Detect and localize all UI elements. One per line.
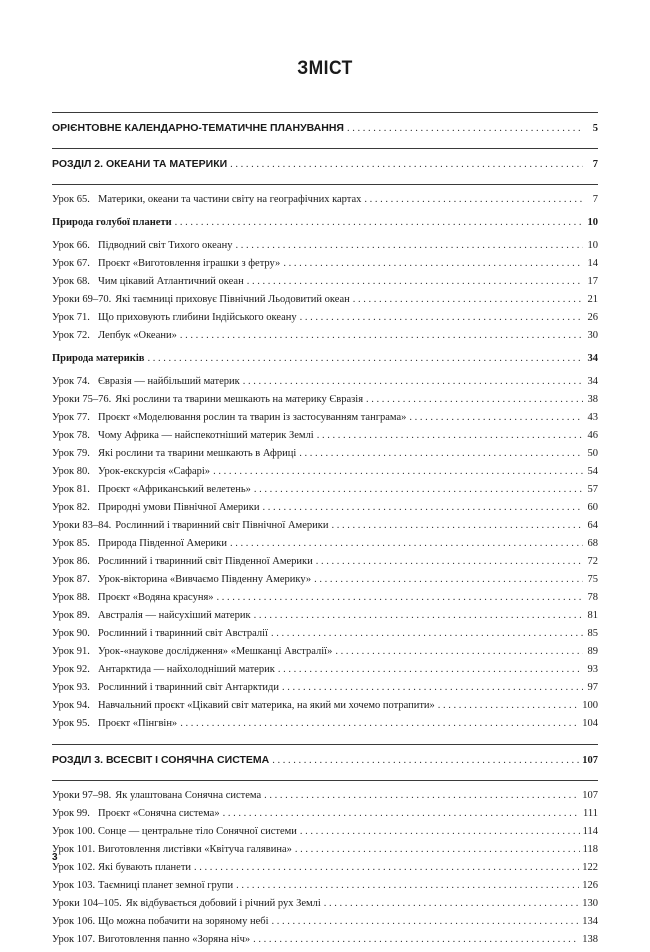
entry-page: 34 — [587, 353, 598, 364]
lesson-title: Виготовлення листівки «Квітуча галявина» — [98, 844, 292, 855]
entry-page: 30 — [587, 330, 598, 341]
toc-entry-lesson[interactable] — [52, 412, 598, 430]
lesson-title: Проєкт «Виготовлення іграшки з фетру» — [98, 258, 281, 269]
entry-label — [52, 430, 314, 441]
toc-entry-lesson[interactable] — [52, 520, 598, 538]
entry-page: 54 — [587, 466, 598, 477]
dot-leader — [230, 159, 583, 170]
lesson-number: Урок 91. — [52, 646, 90, 657]
toc-entry-intro[interactable] — [52, 122, 598, 140]
toc-entry-lesson[interactable] — [52, 466, 598, 484]
dot-leader — [230, 538, 583, 549]
entry-label: ОРІЄНТОВНЕ КАЛЕНДАРНО-ТЕМАТИЧНЕ ПЛАНУВАННЯ — [52, 122, 344, 134]
entry-page: 78 — [587, 592, 598, 603]
toc-entry-lesson[interactable] — [52, 574, 598, 592]
entry-page: 46 — [587, 430, 598, 441]
toc-entry-section-3[interactable] — [52, 754, 598, 772]
entry-page: 85 — [587, 628, 598, 639]
entry-label — [52, 916, 269, 927]
toc-entry-lesson[interactable] — [52, 790, 598, 808]
entry-label — [52, 276, 244, 287]
entry-label — [52, 448, 296, 459]
entry-page: 118 — [582, 844, 598, 855]
page-number: 3 — [52, 852, 58, 863]
lesson-number: Уроки 75–76. — [52, 394, 112, 405]
dot-leader — [300, 826, 580, 837]
divider — [52, 744, 598, 745]
dot-leader — [278, 664, 583, 675]
dot-leader — [295, 844, 580, 855]
lesson-number: Урок 99. — [52, 808, 90, 819]
divider — [52, 780, 598, 781]
lesson-number: Урок 72. — [52, 330, 90, 341]
entry-page: 107 — [582, 755, 598, 766]
lesson-title: Урок-вікторина «Вивчаємо Південну Америку» — [98, 574, 312, 585]
entry-label — [52, 520, 328, 531]
lesson-title: Проєкт «Африканський велетень» — [98, 484, 251, 495]
lesson-number: Уроки 97–98. — [52, 790, 112, 801]
dot-leader — [263, 502, 583, 513]
entry-page: 138 — [582, 934, 598, 945]
entry-label — [52, 312, 297, 323]
dot-leader — [314, 574, 583, 585]
toc-entry-lesson[interactable] — [52, 484, 598, 502]
lesson-number: Урок 82. — [52, 502, 90, 513]
lesson-title: Навчальний проєкт «Цікавий світ материка, на який ми хочемо потрапити» — [98, 700, 435, 711]
dot-leader — [331, 520, 583, 531]
dot-leader — [300, 312, 583, 323]
entry-label — [52, 330, 177, 341]
toc-entry-lesson[interactable] — [52, 880, 598, 898]
entry-label — [52, 376, 240, 387]
dot-leader — [409, 412, 583, 423]
entry-page: 89 — [587, 646, 598, 657]
entry-label — [52, 862, 191, 873]
toc-entry-subsection[interactable] — [52, 217, 598, 235]
lesson-number: Уроки 104–105. — [52, 898, 122, 909]
lesson-title: Австралія — найсухіший материк — [98, 610, 251, 621]
entry-page: 107 — [582, 790, 598, 801]
entry-label — [52, 240, 232, 251]
entry-label — [52, 466, 210, 477]
entry-label — [52, 700, 435, 711]
dot-leader — [282, 682, 583, 693]
toc-entry-lesson[interactable] — [52, 664, 598, 682]
table-of-contents — [52, 104, 598, 952]
entry-label — [52, 790, 261, 801]
lesson-title: Які рослини та тварини мешкають на материку Євразія — [115, 394, 364, 405]
dot-leader — [272, 916, 580, 927]
entry-label — [52, 628, 268, 639]
toc-entry-lesson[interactable] — [52, 862, 598, 880]
lesson-number: Урок 90. — [52, 628, 90, 639]
entry-label — [52, 934, 250, 945]
lesson-number: Урок 101. — [52, 844, 96, 855]
toc-entry-lesson[interactable] — [52, 718, 598, 736]
entry-page: 111 — [583, 808, 598, 819]
dot-leader — [236, 880, 579, 891]
lesson-title: Таємниці планет земної групи — [98, 880, 234, 891]
entry-label — [52, 538, 227, 549]
lesson-title: Проєкт «Сонячна система» — [98, 808, 220, 819]
entry-page: 114 — [582, 826, 598, 837]
divider — [52, 112, 598, 113]
toc-entry-lesson[interactable] — [52, 502, 598, 520]
toc-entry-lesson[interactable] — [52, 898, 598, 916]
lesson-title: Підводний світ Тихого океану — [98, 240, 233, 251]
entry-page: 10 — [587, 217, 598, 228]
entry-label — [52, 682, 279, 693]
entry-page: 17 — [587, 276, 598, 287]
toc-entry-lesson[interactable] — [52, 376, 598, 394]
entry-label: Природа голубої планети — [52, 217, 172, 228]
dot-leader — [194, 862, 579, 873]
lesson-number: Уроки 69–70. — [52, 294, 112, 305]
toc-entry-lesson[interactable] — [52, 394, 598, 412]
toc-entry-lesson[interactable] — [52, 700, 598, 718]
toc-entry-lesson[interactable] — [52, 556, 598, 574]
lesson-number: Урок 80. — [52, 466, 90, 477]
entry-label — [52, 844, 292, 855]
dot-leader — [243, 376, 583, 387]
lesson-title: Рослинний і тваринний світ Південної Америки — [98, 556, 313, 567]
entry-label — [52, 610, 251, 621]
lesson-number: Урок 67. — [52, 258, 90, 269]
toc-entry-lesson[interactable] — [52, 682, 598, 700]
entry-page: 64 — [587, 520, 598, 531]
dot-leader — [353, 294, 583, 305]
lesson-title: Материки, океани та частини світу на географічних картах — [98, 194, 362, 205]
dot-leader — [254, 610, 583, 621]
entry-page: 134 — [582, 916, 598, 927]
entry-page: 60 — [587, 502, 598, 513]
entry-label — [52, 592, 214, 603]
entry-page: 122 — [582, 862, 598, 873]
lesson-title: Проєкт «Пінгвін» — [98, 718, 178, 729]
entry-page: 38 — [587, 394, 598, 405]
lesson-title: Рослинний і тваринний світ Австралії — [98, 628, 268, 639]
dot-leader — [180, 330, 583, 341]
toc-entry-lesson[interactable] — [52, 808, 598, 826]
entry-label — [52, 502, 260, 513]
lesson-title: Євразія — найбільший материк — [98, 376, 240, 387]
toc-entry-lesson[interactable] — [52, 330, 598, 348]
lesson-title: Виготовлення панно «Зоряна ніч» — [98, 934, 251, 945]
entry-page: 75 — [587, 574, 598, 585]
dot-leader — [364, 194, 583, 205]
lesson-number: Урок 102. — [52, 862, 96, 873]
lesson-number: Урок 86. — [52, 556, 90, 567]
toc-entry-lesson[interactable] — [52, 240, 598, 258]
toc-entry-lesson[interactable] — [52, 826, 598, 844]
entry-label: Природа материків — [52, 353, 145, 364]
dot-leader — [335, 646, 583, 657]
lesson-list — [52, 376, 598, 736]
entry-page: 68 — [587, 538, 598, 549]
lesson-number: Урок 65. — [52, 194, 90, 205]
lesson-number: Урок 92. — [52, 664, 90, 675]
toc-entry-lesson[interactable] — [52, 916, 598, 934]
toc-entry-lesson[interactable] — [52, 628, 598, 646]
dot-leader — [147, 353, 583, 364]
lesson-title: Природні умови Північної Америки — [98, 502, 260, 513]
lesson-list — [52, 790, 598, 952]
entry-page: 104 — [582, 718, 598, 729]
dot-leader — [180, 718, 579, 729]
lesson-title: Лепбук «Океани» — [98, 330, 177, 341]
lesson-number: Урок 100. — [52, 826, 96, 837]
lesson-title: Проєкт «Моделювання рослин та тварин із застосуванням танграма» — [98, 412, 407, 423]
entry-page: 93 — [587, 664, 598, 675]
lesson-title: Природа Південної Америки — [98, 538, 227, 549]
entry-label — [52, 880, 233, 891]
entry-page: 126 — [582, 880, 598, 891]
lesson-title: Чому Африка — найспекотніший материк Землі — [98, 430, 314, 441]
entry-label — [52, 294, 350, 305]
entry-label: РОЗДІЛ 2. ОКЕАНИ ТА МАТЕРИКИ — [52, 158, 228, 170]
toc-entry-lesson[interactable] — [52, 592, 598, 610]
dot-leader — [271, 628, 583, 639]
toc-entry-lesson[interactable] — [52, 844, 598, 862]
lesson-number: Урок 81. — [52, 484, 90, 495]
lesson-list — [52, 240, 598, 348]
dot-leader — [253, 934, 579, 945]
lesson-number: Урок 77. — [52, 412, 90, 423]
toc-entry-lesson[interactable] — [52, 312, 598, 330]
entry-label — [52, 394, 363, 405]
dot-leader — [235, 240, 583, 251]
entry-page: 81 — [587, 610, 598, 621]
lesson-title: Які рослини та тварини мешкають в Африці — [98, 448, 297, 459]
lesson-number: Урок 68. — [52, 276, 90, 287]
entry-label — [52, 664, 275, 675]
entry-page: 43 — [587, 412, 598, 423]
toc-entry-lesson[interactable] — [52, 538, 598, 556]
toc-entry-section-2[interactable] — [52, 158, 598, 176]
entry-label — [52, 484, 251, 495]
dot-leader — [217, 592, 583, 603]
lesson-number: Урок 106. — [52, 916, 96, 927]
dot-leader — [223, 808, 580, 819]
toc-entry-lesson[interactable] — [52, 448, 598, 466]
entry-page: 26 — [587, 312, 598, 323]
toc-entry-lesson[interactable] — [52, 430, 598, 448]
entry-page: 57 — [587, 484, 598, 495]
lesson-title: Які таємниці приховує Північний Льодовитий океан — [115, 294, 350, 305]
toc-entry-lesson[interactable] — [52, 934, 598, 952]
entry-label: РОЗДІЛ 3. ВСЕСВІТ І СОНЯЧНА СИСТЕМА — [52, 754, 270, 766]
dot-leader — [247, 276, 583, 287]
lesson-title: Проєкт «Водяна красуня» — [98, 592, 214, 603]
dot-leader — [272, 755, 579, 766]
entry-page: 130 — [582, 898, 598, 909]
lesson-number: Урок 78. — [52, 430, 90, 441]
dot-leader — [438, 700, 579, 711]
lesson-number: Урок 107. — [52, 934, 96, 945]
dot-leader — [283, 258, 583, 269]
lesson-title: Що приховують глибини Індійського океану — [98, 312, 297, 323]
entry-page: 5 — [592, 123, 598, 134]
lesson-title: Чим цікавий Атлантичний океан — [98, 276, 244, 287]
entry-page: 7 — [592, 194, 598, 205]
entry-label — [52, 574, 311, 585]
entry-label — [52, 718, 177, 729]
lesson-number: Урок 87. — [52, 574, 90, 585]
entry-page: 72 — [587, 556, 598, 567]
dot-leader — [264, 790, 579, 801]
lesson-number: Урок 88. — [52, 592, 90, 603]
entry-page: 97 — [587, 682, 598, 693]
toc-entry-lesson[interactable] — [52, 276, 598, 294]
entry-page: 7 — [592, 159, 598, 170]
toc-entry-subsection[interactable] — [52, 353, 598, 371]
entry-page: 100 — [582, 700, 598, 711]
lesson-title: Які бувають планети — [98, 862, 192, 873]
entry-label — [52, 808, 220, 819]
lesson-title: Як відбувається добовий і річний рух Землі — [125, 898, 321, 909]
lesson-title: Що можна побачити на зоряному небі — [98, 916, 269, 927]
entry-label — [52, 826, 297, 837]
lesson-number: Урок 89. — [52, 610, 90, 621]
entry-label — [52, 258, 280, 269]
page-title: ЗМІСТ — [297, 58, 353, 79]
lesson-number: Урок 103. — [52, 880, 96, 891]
lesson-title: Антарктида — найхолодніший материк — [98, 664, 275, 675]
dot-leader — [175, 217, 583, 228]
dot-leader — [347, 123, 583, 134]
divider — [52, 184, 598, 185]
entry-label — [52, 646, 332, 657]
lesson-title: Рослинний і тваринний світ Антарктиди — [98, 682, 280, 693]
dot-leader — [254, 484, 583, 495]
lesson-number: Урок 74. — [52, 376, 90, 387]
toc-entry-lesson[interactable] — [52, 610, 598, 628]
lesson-number: Урок 85. — [52, 538, 90, 549]
lesson-title: Урок-«наукове дослідження» «Мешканці Австралії» — [98, 646, 333, 657]
toc-entry-lesson[interactable] — [52, 258, 598, 276]
entry-label — [52, 194, 361, 205]
lesson-number: Урок 79. — [52, 448, 90, 459]
entry-page: 21 — [587, 294, 598, 305]
entry-page: 34 — [587, 376, 598, 387]
dot-leader — [316, 556, 583, 567]
lesson-number: Урок 93. — [52, 682, 90, 693]
dot-leader — [213, 466, 583, 477]
divider — [52, 148, 598, 149]
lesson-number: Урок 94. — [52, 700, 90, 711]
lesson-title: Як улаштована Сонячна система — [115, 790, 262, 801]
lesson-number: Уроки 83–84. — [52, 520, 112, 531]
lesson-number: Урок 95. — [52, 718, 90, 729]
dot-leader — [317, 430, 583, 441]
toc-entry-lesson[interactable] — [52, 194, 598, 212]
dot-leader — [366, 394, 583, 405]
toc-entry-lesson[interactable] — [52, 294, 598, 312]
entry-page: 10 — [587, 240, 598, 251]
lesson-title: Рослинний і тваринний світ Північної Америки — [115, 520, 329, 531]
entry-label — [52, 412, 406, 423]
toc-entry-lesson[interactable] — [52, 646, 598, 664]
lesson-title: Урок-екскурсія «Сафарі» — [98, 466, 211, 477]
lesson-number: Урок 66. — [52, 240, 90, 251]
lesson-number: Урок 71. — [52, 312, 90, 323]
entry-page: 14 — [587, 258, 598, 269]
entry-label — [52, 556, 313, 567]
dot-leader — [299, 448, 583, 459]
entry-page: 50 — [587, 448, 598, 459]
lesson-title: Сонце — центральне тіло Сонячної системи — [98, 826, 297, 837]
